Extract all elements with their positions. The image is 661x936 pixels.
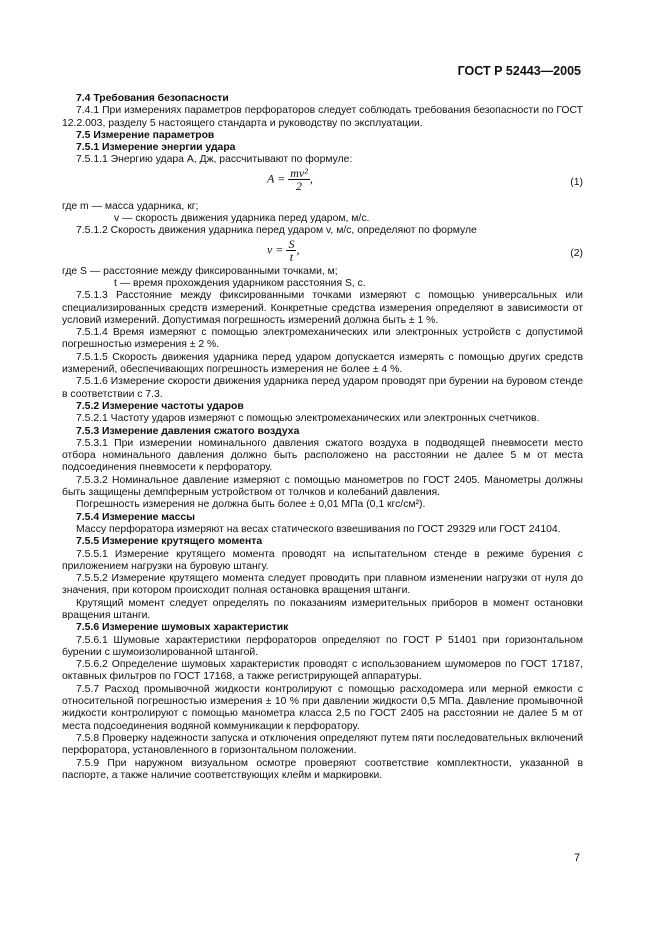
- para-7-5-1-6: 7.5.1.6 Измерение скорости движения ударника перед ударом проводят при бурении на буровом стенде в соответствии с 7.3.: [62, 376, 583, 400]
- para-7-5-7: 7.5.7 Расход промывочной жидкости контролируют с помощью расходомера или мерной емкости с относительной погрешностью измерения ± 10 % при давлении жидкости 0,5 МПа. Давление промывочной жидкости контролируют с помощью манометра класса 2,5 по ГОСТ 2405 на расстоянии не далее 5 м от места подсоединения водяной коммуникации к перфоратору.: [62, 683, 583, 732]
- para-7-5-3-2: 7.5.3.2 Номинальное давление измеряют с помощью манометров по ГОСТ 2405. Манометры должны быть защищены демпферным устройством от толчков и колебаний давления.: [62, 474, 583, 499]
- formula-2-numerator: S: [288, 236, 295, 251]
- section-7-5-6-title: 7.5.6 Измерение шумовых характеристик: [76, 622, 289, 634]
- para-7-5-6-2: 7.5.6.2 Определение шумовых характеристик проводят с использованием шумомеров по ГОСТ 17187, октавных фильтров по ГОСТ 17168, а также регистрирующей аппаратуры.: [62, 659, 583, 683]
- para-7-5-1-4: 7.5.1.4 Время измеряют с помощью электромеханических или электронных устройств с допустимой погрешностью измерения ± 2 %.: [62, 327, 583, 351]
- para-7-5-3-2-accuracy: Погрешность измерения не должна быть более ± 0,01 МПа (0,1 кгс/см²).: [76, 499, 426, 511]
- para-7-5-3-1: 7.5.3.1 При измерении номинального давления сжатого воздуха в подводящей пневмосети место отбора номинального давления должно быть расположено на расстоянии не далее 5 м от места подсоединения пневмосети к перфоратору.: [62, 437, 583, 474]
- para-7-5-8: 7.5.8 Проверку надежности запуска и отключения определяют путем пяти последовательных включений перфоратора, установленного в горизонтальном положении.: [62, 732, 583, 757]
- section-7-5-title: 7.5 Измерение параметров: [76, 129, 215, 141]
- para-7-5-4: Массу перфоратора измеряют на весах статического взвешивания по ГОСТ 29329 или ГОСТ 24104.: [76, 523, 561, 535]
- where-m: где m — масса ударника, кг;: [62, 200, 199, 212]
- section-7-5-2-title: 7.5.2 Измерение частоты ударов: [76, 400, 244, 412]
- para-7-5-1-5: 7.5.1.5 Скорость движения ударника перед ударом допускается измерять с помощью других средств измерений, обеспечивающих погрешность измерения не более ± 4 %.: [62, 351, 583, 376]
- formula-1-tail: ,: [309, 171, 313, 186]
- section-7-4-title: 7.4 Требования безопасности: [76, 93, 229, 104]
- section-7-5-3-title: 7.5.3 Измерение давления сжатого воздуха: [76, 425, 300, 437]
- section-7-5-4-title: 7.5.4 Измерение массы: [76, 511, 196, 523]
- page-header: ГОСТ Р 52443—2005: [457, 64, 581, 78]
- formula-1-denominator: 2: [296, 179, 303, 194]
- para-7-5-1-3: 7.5.1.3 Расстояние между фиксированными точками измеряют с помощью универсальных или специализированных средств измерений. Конкретные средства измерения определяют в зависимости от условий измерений. Допустимая погрешность измерений должна быть ± 1 %.: [62, 290, 583, 326]
- para-7-5-2-1: 7.5.2.1 Частоту ударов измеряют с помощью электромеханических или электронных счетчиков.: [76, 413, 540, 425]
- section-7-5-5-title: 7.5.5 Измерение крутящего момента: [76, 536, 263, 548]
- where-s: где S — расстояние между фиксированными точками, м;: [62, 265, 338, 277]
- para-7-5-5-2-torque: Крутящий момент следует определять по показаниям измерительных приборов в момент остановки вращения штанги.: [62, 597, 583, 621]
- section-7-5-1-title: 7.5.1 Измерение энергии удара: [76, 142, 236, 154]
- formula-1-number: (1): [570, 176, 583, 188]
- formula-1-numerator: mv²: [290, 165, 308, 180]
- formula-1: [62, 167, 583, 201]
- where-v: v — скорость движения ударника перед ударом, м/с.: [114, 213, 370, 225]
- para-7-5-5-2: 7.5.5.2 Измерение крутящего момента следует проводить при плавном изменении нагрузки от нуля до значения, при котором происходит полная остановка вращения штанги.: [62, 573, 583, 597]
- formula-2-tail: ,: [296, 242, 300, 257]
- where-t: t — время прохождения ударником расстояния S, с.: [114, 277, 366, 289]
- formula-2-denominator: t: [289, 249, 294, 264]
- formula-2-lhs: v =: [267, 242, 284, 257]
- formula-1-lhs: A =: [267, 171, 286, 186]
- para-7-5-5-1: 7.5.5.1 Измерение крутящего момента проводят на испытательном стенде в режиме бурения с приложением нагрузки на буровую штангу.: [62, 548, 583, 572]
- document-body: [62, 93, 583, 782]
- para-7-5-9: 7.5.9 При наружном визуальном осмотре проверяют соответствие комплектности, указанной в паспорте, а также наличие соответствующих клейм и маркировки.: [62, 757, 583, 781]
- para-7-4-1: 7.4.1 При измерениях параметров перфораторов следует соблюдать требования безопасности по ГОСТ 12.2.003, разделу 5 настоящего стандарта и руководству по эксплуатации.: [62, 105, 583, 129]
- para-7-5-6-1: 7.5.6.1 Шумовые характеристики перфораторов определяют по ГОСТ Р 51401 при горизонтальном бурении с шумоизолированной штангой.: [62, 634, 583, 658]
- formula-2-number: (2): [570, 247, 583, 259]
- formula-2: [62, 238, 583, 266]
- para-7-5-1-2: 7.5.1.2 Скорость движения ударника перед ударом v, м/с, определяют по формуле: [76, 225, 477, 237]
- para-7-5-1-1: 7.5.1.1 Энергию удара A, Дж, рассчитывают по формуле:: [76, 154, 353, 166]
- page-number: 7: [574, 852, 581, 864]
